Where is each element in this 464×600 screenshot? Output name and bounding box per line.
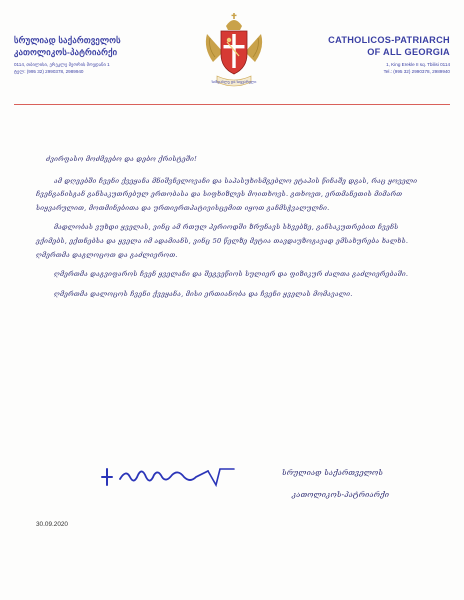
letter-paragraph: ღმერთმა დალოცოს ჩვენი ქვეყანა, მისი ერთიანობა და ჩვენი ყველას მომავალი. — [54, 289, 353, 298]
letter-body — [36, 153, 428, 307]
letterhead-title-line2-en: OF ALL GEORGIA — [367, 47, 450, 57]
letterhead-georgian — [14, 34, 184, 75]
signatory-title-line1: სრულიად საქართველოს — [282, 468, 384, 477]
letterhead-title-line2-ka: კათოლიკოს-პატრიარქი — [14, 47, 118, 57]
handwritten-signature — [96, 455, 244, 491]
letter-paragraph: ღმერთმა დაგვიფაროს ჩვენ ყველანი და შეგვეწიოს სულიერ და ფიზიკურ ძალთა გაძლიერებაში. — [54, 270, 409, 279]
patriarchate-emblem-icon — [199, 12, 269, 90]
letterhead-title-line1-en: CATHOLICOS-PATRIARCH — [328, 35, 450, 45]
signatory-title — [282, 462, 442, 506]
letterhead-phone-ka: ტელ: (995 32) 2990378, 2989940 — [14, 69, 84, 74]
letterhead-address-en: 1, King Erekle II sq. Tbilisi 0114 — [386, 62, 450, 67]
letter-paragraph: ამ დღეებში ჩვენი ქვეყანა მნიშვნელოვანი და საპასუხისმგებლო ეტაპის წინაშე დგას, რაც ყოველი ჩვენგანისგან განსაკუთრებულ ერთობასა და სიფხიზლეს მოითხოვს. გთხოვთ, ერთმანეთის მიმართ სიყვარულით, მოთმინებითა და ურთიერთპატივისცემით იყოთ განმსჭვალულნი. — [36, 176, 418, 212]
letterhead-phone-en: Tel.: (995 32) 2990378, 2989940 — [383, 69, 450, 74]
letter-date: 30.09.2020 — [36, 521, 68, 528]
letterhead-title-line1-ka: სრულიად საქართველოს — [14, 35, 121, 45]
letterhead-divider — [14, 104, 450, 105]
emblem-motto: სიმდაბლე და სიყვარული — [211, 80, 257, 84]
letter-salutation: ძვირფასო მოძმეებო და დებო ქრისტეში! — [46, 155, 197, 163]
letterhead-english — [280, 34, 450, 75]
letterhead-address-ka: 0114, თბილისი, ერეკლე მეორის მოედანი 1 — [14, 62, 110, 67]
letter-paragraph: მადლობას ვუხდი ყველას, ვინც ამ რთულ პერიოდში ზრუნავს სხვებზე, განსაკუთრებით ჩვენს ექიმებს, ექთნებსა და ყველა იმ ადამიანს, ვინც 50 წელზე მეტია თავდაუზოგავად ემსახურება ხალხს. ღმერთმა დაგლოცოთ და გაძლიეროთ. — [36, 223, 409, 259]
signatory-title-line2: კათოლიკოს-პატრიარქი — [292, 490, 390, 499]
